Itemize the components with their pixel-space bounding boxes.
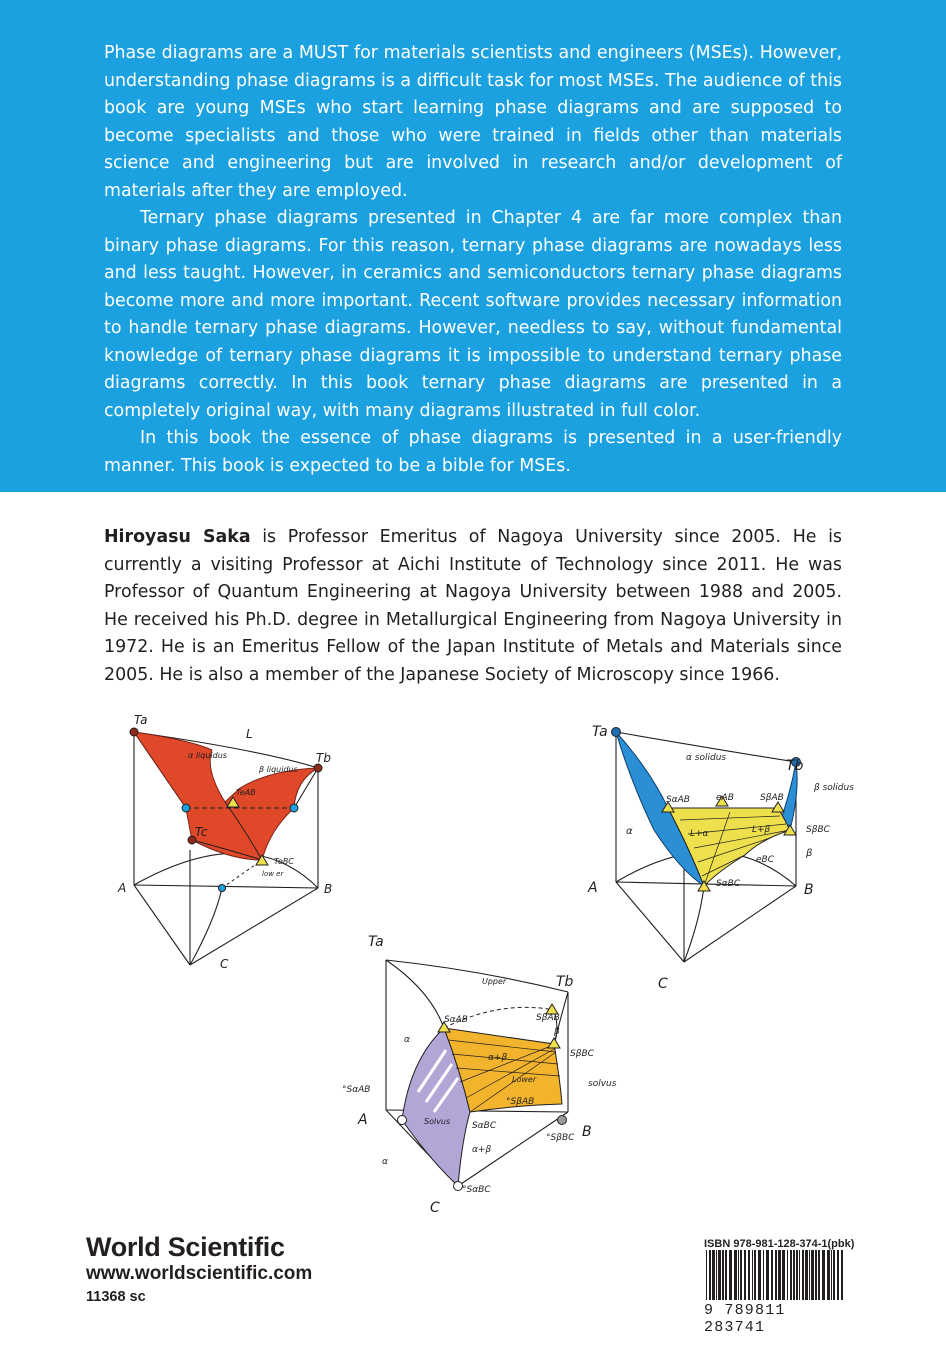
barcode-bar xyxy=(740,1250,742,1300)
bottom-c-label: C xyxy=(430,1200,440,1216)
right-alpha-label: α xyxy=(626,826,633,837)
left-ta-label: Ta xyxy=(134,713,148,727)
left-c-label: C xyxy=(220,957,229,971)
bottom-os-b-bc-label: °SβBC xyxy=(546,1133,575,1143)
barcode-bar xyxy=(752,1250,753,1300)
right-tb-label: Tb xyxy=(786,758,804,774)
bottom-a-label: A xyxy=(358,1112,368,1128)
left-tb-label: Tb xyxy=(316,751,331,765)
bottom-lower-label: Lower xyxy=(512,1075,537,1084)
right-c-label: C xyxy=(658,976,668,992)
bottom-sa-ab-label: SαAB xyxy=(444,1015,468,1025)
liquidus-diagram xyxy=(117,713,332,971)
phase-diagram-figures xyxy=(0,700,946,1230)
author-bio xyxy=(104,524,842,689)
barcode-bar xyxy=(744,1250,746,1300)
barcode-bar xyxy=(822,1250,825,1300)
barcode-bar xyxy=(799,1250,800,1300)
barcode-bar xyxy=(782,1250,785,1300)
bottom-os-a-ab-label: °SαAB xyxy=(342,1085,371,1095)
right-sb-ab-label: SβAB xyxy=(760,793,784,803)
barcode-bar xyxy=(738,1250,739,1300)
bottom-b-label: B xyxy=(582,1124,592,1140)
bottom-sb-bc-label: SβBC xyxy=(570,1049,594,1059)
right-b-label: B xyxy=(804,882,814,898)
left-b-label: B xyxy=(324,882,333,896)
barcode-bar xyxy=(775,1250,777,1300)
barcode-bar xyxy=(837,1250,839,1300)
bottom-solvus-surface-label: Solvus xyxy=(424,1117,451,1126)
barcode-digits: 9 789811 283741 xyxy=(704,1302,786,1336)
barcode-bar xyxy=(833,1250,835,1300)
bottom-alpha2-label: α xyxy=(382,1157,388,1167)
bottom-beta-label: β xyxy=(554,1027,560,1037)
barcode-bar xyxy=(815,1250,817,1300)
barcode-bar xyxy=(754,1250,756,1300)
barcode-bar xyxy=(758,1250,761,1300)
bottom-os-a-bc-label: °SαBC xyxy=(462,1185,491,1195)
left-alpha-liquidus-label: α liquidus xyxy=(188,751,227,760)
author-bio-text: is Professor Emeritus of Nagoya University since 2005. He is currently a visiting Professor at Aichi Institute of Technology since 2011. He was Professor of Quantum Engineering at Nagoya University between 1988 and 2005. He received his Ph.D. degree in Metallurgical Engineering from Nagoya University in 1972. He is an Emeritus Fellow of the Japan Institute of Metals and Materials since 2005. He is also a member of the Japanese Society of Microscopy since 1966. xyxy=(104,527,842,685)
right-beta-label: β xyxy=(806,848,813,859)
bottom-alpha-label: α xyxy=(404,1035,410,1045)
right-sb-bc-label: SβBC xyxy=(806,825,830,835)
bottom-upper-label: Upper xyxy=(482,977,507,986)
right-alpha-solidus-label: α solidus xyxy=(686,753,727,763)
barcode-bar xyxy=(793,1250,795,1300)
bottom-sb-ab-label: SβAB xyxy=(536,1013,560,1023)
isbn-barcode xyxy=(704,1238,855,1336)
right-e-bc-label: eBC xyxy=(756,855,774,865)
right-sa-bc-label: SαBC xyxy=(716,879,741,889)
barcode-bar xyxy=(771,1250,773,1300)
left-low-er-label: low er xyxy=(262,870,284,878)
blurb-paragraph-1: Phase diagrams are a MUST for materials scientists and engineers (MSEs). However, understanding phase diagrams is a difficult task for most MSEs. The audience of this book are young MSEs who start learning phase diagrams and are supposed to become specialists and those who were trained in fields other than materials science and engineering but are involved in research and/or development of materials after they are employed. xyxy=(104,43,842,201)
back-cover-blurb xyxy=(104,40,842,480)
bottom-a-b-label: α+β xyxy=(488,1053,508,1063)
left-te-bc-label: TeBC xyxy=(274,857,294,866)
barcode-bar xyxy=(763,1250,764,1300)
barcode-bar xyxy=(809,1250,810,1300)
barcode-bar xyxy=(729,1250,732,1300)
barcode-bar xyxy=(841,1250,843,1300)
barcode-bar xyxy=(712,1250,715,1300)
left-beta-liquidus-label: β liquidus xyxy=(259,765,298,774)
barcode-bar xyxy=(748,1250,750,1300)
barcode-bar xyxy=(790,1250,792,1300)
bottom-sa-bc-label: SαBC xyxy=(472,1121,497,1131)
right-ta-label: Ta xyxy=(592,724,608,740)
solidus-diagram xyxy=(587,724,854,992)
barcode-bar xyxy=(827,1250,830,1300)
left-a-label: A xyxy=(118,881,127,895)
barcode-bar xyxy=(725,1250,727,1300)
barcode-bars xyxy=(704,1250,846,1300)
barcode-bar xyxy=(722,1250,724,1300)
publisher-block xyxy=(86,1232,312,1305)
publisher-url: www.worldscientific.com xyxy=(86,1263,313,1284)
solvus-diagram xyxy=(342,934,617,1216)
right-e-ab-label: eAB xyxy=(716,793,734,803)
barcode-bar xyxy=(802,1250,804,1300)
bottom-tb-label: Tb xyxy=(556,974,574,990)
isbn-label: ISBN 978-981-128-374-1(pbk) xyxy=(704,1238,855,1250)
barcode-bar xyxy=(766,1250,769,1300)
barcode-bar xyxy=(778,1250,781,1300)
barcode-bar xyxy=(796,1250,798,1300)
blurb-paragraph-3: In this book the essence of phase diagrams is presented in a user-friendly manner. This book is expected to be a bible for MSEs. xyxy=(104,428,842,476)
right-a-label: A xyxy=(588,880,598,896)
bottom-solvus-label: solvus xyxy=(588,1079,617,1089)
barcode-bar xyxy=(709,1250,711,1300)
bottom-ta-label: Ta xyxy=(368,934,384,950)
barcode-bar xyxy=(734,1250,737,1300)
barcode-bar xyxy=(706,1250,707,1300)
publisher-name: World Scientific xyxy=(86,1232,285,1262)
barcode-bar xyxy=(718,1250,721,1300)
right-beta-solidus-label: β solidus xyxy=(814,783,854,793)
left-tc-label: Tc xyxy=(195,825,208,839)
barcode-bar xyxy=(805,1250,808,1300)
barcode-bar xyxy=(811,1250,814,1300)
product-code: 11368 sc xyxy=(86,1289,146,1305)
barcode-bar xyxy=(787,1250,788,1300)
author-name: Hiroyasu Saka xyxy=(104,527,251,547)
right-sa-ab-label: SαAB xyxy=(666,795,690,805)
left-l-label: L xyxy=(246,727,253,741)
right-l-alpha-label: L+α xyxy=(690,829,709,839)
blurb-paragraph-2: Ternary phase diagrams presented in Chapter 4 are far more complex than binary phase diagrams. For this reason, ternary phase diagrams are nowadays less and less taught. However, in ceramics and semiconductors ternary phase diagrams become more and more important. Recent software provides necessary information to handle ternary phase diagrams. However, needless to say, without fundamental knowledge of ternary phase diagrams it is impossible to understand ternary phase diagrams correctly. In this book ternary phase diagrams are presented in a completely original way, with many diagrams illustrated in full color. xyxy=(104,208,842,421)
left-te-ab-label: TeAB xyxy=(236,788,256,797)
barcode-bar xyxy=(831,1250,832,1300)
right-l-beta-label: L+β xyxy=(752,825,771,835)
bottom-a-b2-label: α+β xyxy=(472,1145,492,1155)
barcode-bar xyxy=(716,1250,717,1300)
barcode-bar xyxy=(818,1250,820,1300)
bottom-os-b-ab-label: °SβAB xyxy=(506,1097,535,1107)
